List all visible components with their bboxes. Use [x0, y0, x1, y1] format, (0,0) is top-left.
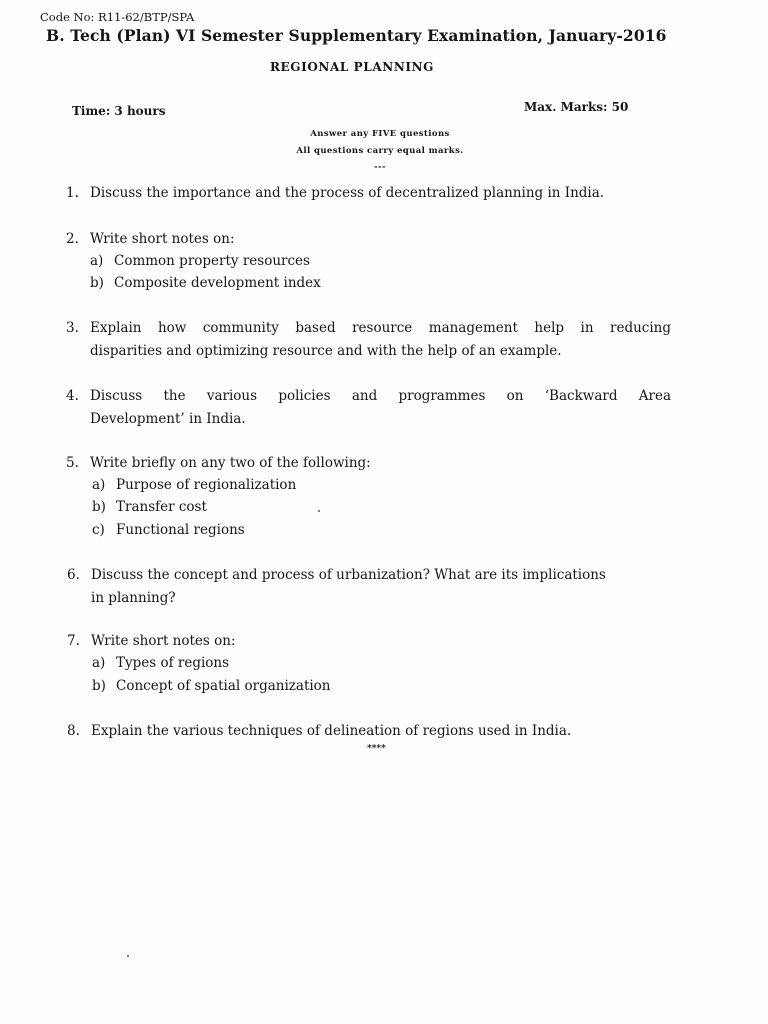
question-text-line-1: Discuss the concept and process of urbanization? What are its implications: [91, 567, 606, 583]
sub-question-text: Concept of spatial organization: [116, 678, 331, 694]
instruction-answer-five: Answer any FIVE questions: [310, 129, 450, 139]
sub-question-label: b): [90, 275, 104, 291]
sub-question-text: Purpose of regionalization: [116, 477, 297, 493]
question-text: Explain the various techniques of delineation of regions used in India.: [91, 723, 572, 739]
instruction-equal-marks: All questions carry equal marks.: [296, 146, 464, 156]
question-text-line-2: disparities and optimizing resource and with the help of an example.: [90, 343, 562, 359]
question-number: 6.: [67, 567, 80, 583]
end-of-paper-mark: ****: [367, 744, 386, 754]
question-text: Write short notes on:: [90, 231, 235, 247]
sub-question-label: b): [92, 678, 106, 694]
question-6: [67, 564, 677, 610]
question-number: 4.: [66, 388, 79, 404]
question-text: Write short notes on:: [91, 633, 236, 649]
question-4: [66, 385, 671, 431]
sub-question-label: a): [90, 253, 104, 269]
scan-speck: [127, 955, 129, 957]
question-text: Discuss the importance and the process of decentralized planning in India.: [90, 185, 605, 201]
question-number: 7.: [67, 633, 80, 649]
sub-question-text: Types of regions: [116, 655, 230, 671]
sub-question-text: Functional regions: [116, 522, 245, 538]
sub-question-label: c): [92, 522, 105, 538]
question-number: 2.: [66, 231, 79, 247]
separator: ---: [374, 162, 386, 172]
question-number: 3.: [66, 320, 79, 336]
exam-title: B. Tech (Plan) VI Semester Supplementary Examination, January-2016: [46, 26, 667, 45]
question-3: [66, 317, 671, 363]
question-number: 5.: [66, 455, 79, 471]
max-marks: Max. Marks: 50: [524, 100, 629, 114]
time-allowed: Time: 3 hours: [72, 104, 166, 118]
question-text-line-1: Explain how community based resource management help in reducing: [90, 320, 671, 336]
question-number: 8.: [67, 723, 80, 739]
question-text-line-2: in planning?: [91, 590, 176, 606]
code-number: Code No: R11-62/BTP/SPA: [40, 10, 195, 24]
sub-question-label: b): [92, 499, 106, 515]
sub-question-text: Transfer cost: [116, 499, 207, 515]
subject-title: REGIONAL PLANNING: [269, 60, 435, 74]
question-text-line-1: Discuss the various policies and programmes on ‘Backward Area: [90, 388, 671, 404]
sub-question-text: Composite development index: [114, 275, 321, 291]
sub-question-label: a): [92, 655, 106, 671]
question-number: 1.: [66, 185, 79, 201]
question-text: Write briefly on any two of the following:: [90, 455, 371, 471]
scan-speck: [318, 510, 320, 512]
sub-question-label: a): [92, 477, 106, 493]
question-text-line-2: Development’ in India.: [90, 411, 246, 427]
sub-question-text: Common property resources: [114, 253, 310, 269]
